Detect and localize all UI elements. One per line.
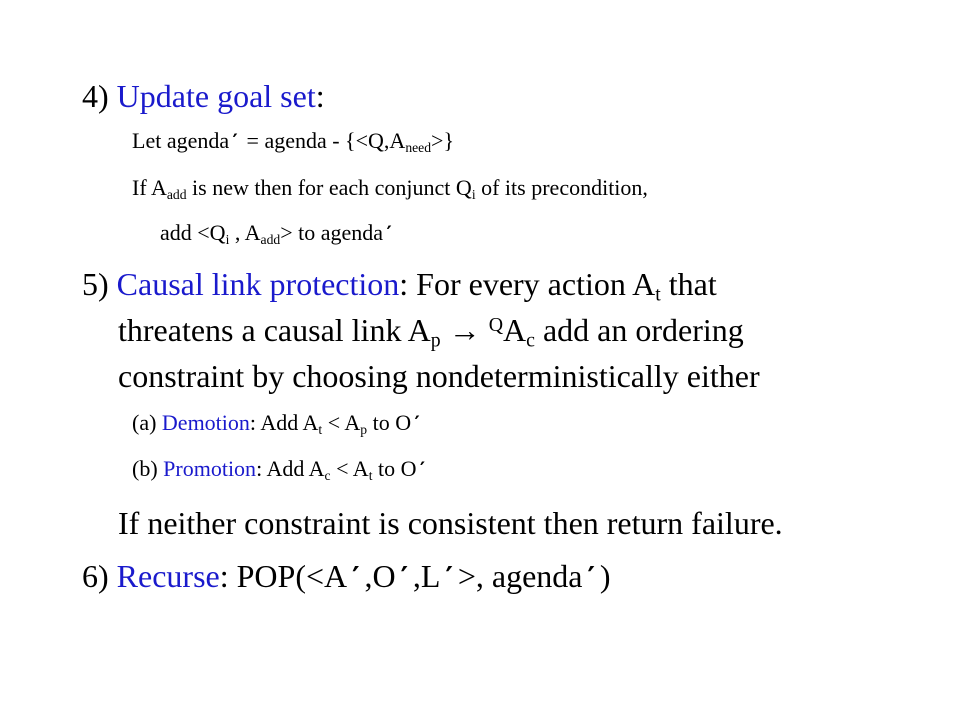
step6-title: 6) Recurse: POP(<A′,O′,L′>, agenda′) [82,558,611,594]
step4-heading: Update goal set [116,78,316,114]
prime-mark: ′ [582,560,600,594]
step4-title [82,78,325,115]
prime-mark: ′ [347,560,365,594]
promotion-label: Promotion [163,456,257,481]
step6-number: 6) [82,558,109,594]
step4-line-new-action: If $A_{add}$ is new then for each conjunct $Q_i$ of its precondition, [132,175,648,202]
step6-heading: Recurse [116,558,220,594]
prime-mark: ′ [395,560,413,594]
step4-line-add: add $<Q_i$ , $A_{add}>$ to agenda′ [160,220,395,247]
step4-line-agenda: Let agenda′ = agenda - $\{<Q,A_{need}>\}$ [132,128,455,155]
prime-mark: ′ [383,222,395,245]
prime-mark: ′ [229,130,242,153]
step5-number: 5) [82,266,109,302]
right-arrow-icon: → [440,312,489,348]
step5-line-threat: threatens a causal link $A_p \to ^QA_c$ add an ordering [118,312,744,352]
step5-heading: Causal link protection [116,266,400,302]
prime-mark: ′ [440,560,458,594]
demotion-label: Demotion [161,410,250,435]
step5-option-promotion: (b) Promotion: Add $A_c < A_t$ to O′ [132,456,429,483]
step5-failure: If neither constraint is consistent then return failure. [118,505,783,541]
prime-mark: ′ [416,458,429,481]
prime-mark: ′ [411,412,424,435]
step5-line-constraint: constraint by choosing nondeterministically either [118,358,760,394]
step5-title: 5) Causal link protection: For every action $A_t$ that [82,266,717,306]
step4-colon: : [315,78,325,114]
step4-number: 4) [82,78,109,114]
step5-option-demotion: (a) Demotion: Add $A_t < A_p$ to O′ [132,410,424,437]
